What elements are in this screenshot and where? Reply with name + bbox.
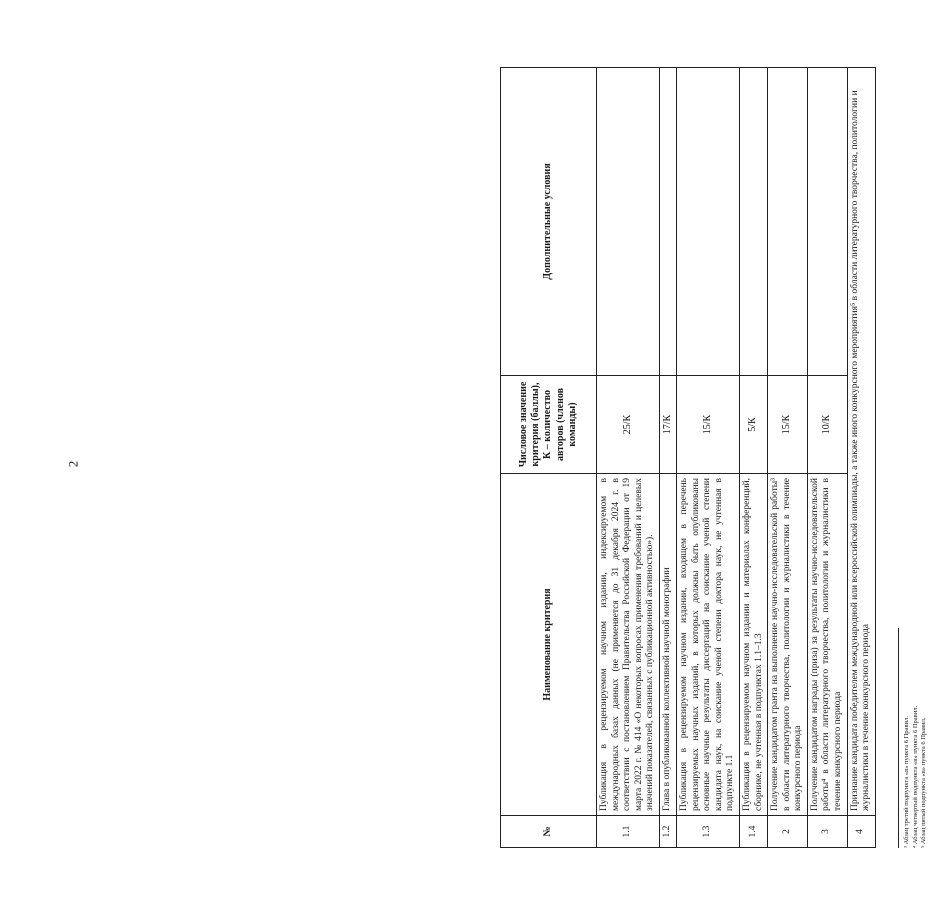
criteria-table: [500, 67, 876, 848]
row-no: 1.2: [659, 816, 676, 848]
row-conditions: [768, 68, 808, 376]
header-value: Числовое значение критерия (баллы), К – количество авторов (членов команды): [501, 376, 597, 474]
row-name: Публикация в рецензируемом научном издании, индексируемом в международных базах данных (не применяется до 31 декабря 2024 г. в соответствии с постановлением Правительства Российской Федерации от 19 марта 2022 г. № 414 «О некоторых вопросах применения требований и целевых значений показателей, связанных с публикационной активностью»).: [597, 474, 660, 816]
row-name: Публикация в рецензируемом научном издании и материалах конференций, сборнике, не учтенная в подпунктах 1.1–1.3: [739, 474, 767, 816]
table-row: [768, 68, 808, 848]
rotated-content: [500, 68, 928, 848]
header-conditions: Дополнительные условия: [501, 68, 597, 376]
table-header-row: [501, 68, 597, 848]
header-no: №: [501, 816, 597, 848]
footnote: ³ Абзац третий подпункта «в» пункта 6 Правил.: [902, 716, 910, 848]
row-value: 17/К: [659, 376, 676, 474]
row-wide-text: Признание кандидата победителем международной или всероссийской олимпиады, а также иного конкурсного мероприятия⁵ в области литературного творчества, политологии и журналистики в течение конкурсного периода: [847, 68, 875, 816]
row-value: 15/К: [677, 376, 740, 474]
row-name: Публикация в рецензируемом научном издании, входящем в перечень рецензируемых научных изданий, в которых должны быть опубликованы основные научные результаты диссертаций на соискание ученой степени кандидата наук, на соискание ученой степени доктора наук, не учтенная в подпункте 1.1: [677, 474, 740, 816]
table-row: [807, 68, 847, 848]
row-no: 3: [807, 816, 847, 848]
row-conditions: [807, 68, 847, 376]
row-conditions: [597, 68, 660, 376]
row-conditions: [659, 68, 676, 376]
row-name: Получение кандидатом награды (приза) за результаты научно-исследовательской работы⁴ в области литературного творчества, политологии и журналистики в течение конкурсного периода: [807, 474, 847, 816]
footnote: ⁵ Абзац пятый подпункта «в» пункта 6 Правил.: [920, 717, 928, 848]
table-row: [739, 68, 767, 848]
row-name: Получение кандидатом гранта на выполнение научно-исследовательской работы³ в области литературного творчества, политологии и журналистики в течение конкурсного периода: [768, 474, 808, 816]
row-value: 10/К: [807, 376, 847, 474]
table-row: [597, 68, 660, 848]
row-no: 1.4: [739, 816, 767, 848]
footnote: ⁴ Абзац четвертый подпункта «в» пункта 6 Правил.: [911, 705, 919, 848]
row-value: 15/К: [768, 376, 808, 474]
table-row-wide: [847, 68, 875, 848]
row-name: Глава в опубликованной коллективной научной монографии: [659, 474, 676, 816]
row-no: 4: [847, 816, 875, 848]
table-row: [677, 68, 740, 848]
page-number: 2: [65, 460, 81, 468]
header-name: Наименование критерия: [501, 474, 597, 816]
footnotes: [898, 628, 929, 848]
table-row: [659, 68, 676, 848]
row-value: 25/К: [597, 376, 660, 474]
row-no: 1.1: [597, 816, 660, 848]
row-conditions: [677, 68, 740, 376]
row-conditions: [739, 68, 767, 376]
row-value: 5/К: [739, 376, 767, 474]
row-no: 2: [768, 816, 808, 848]
row-no: 1.3: [677, 816, 740, 848]
